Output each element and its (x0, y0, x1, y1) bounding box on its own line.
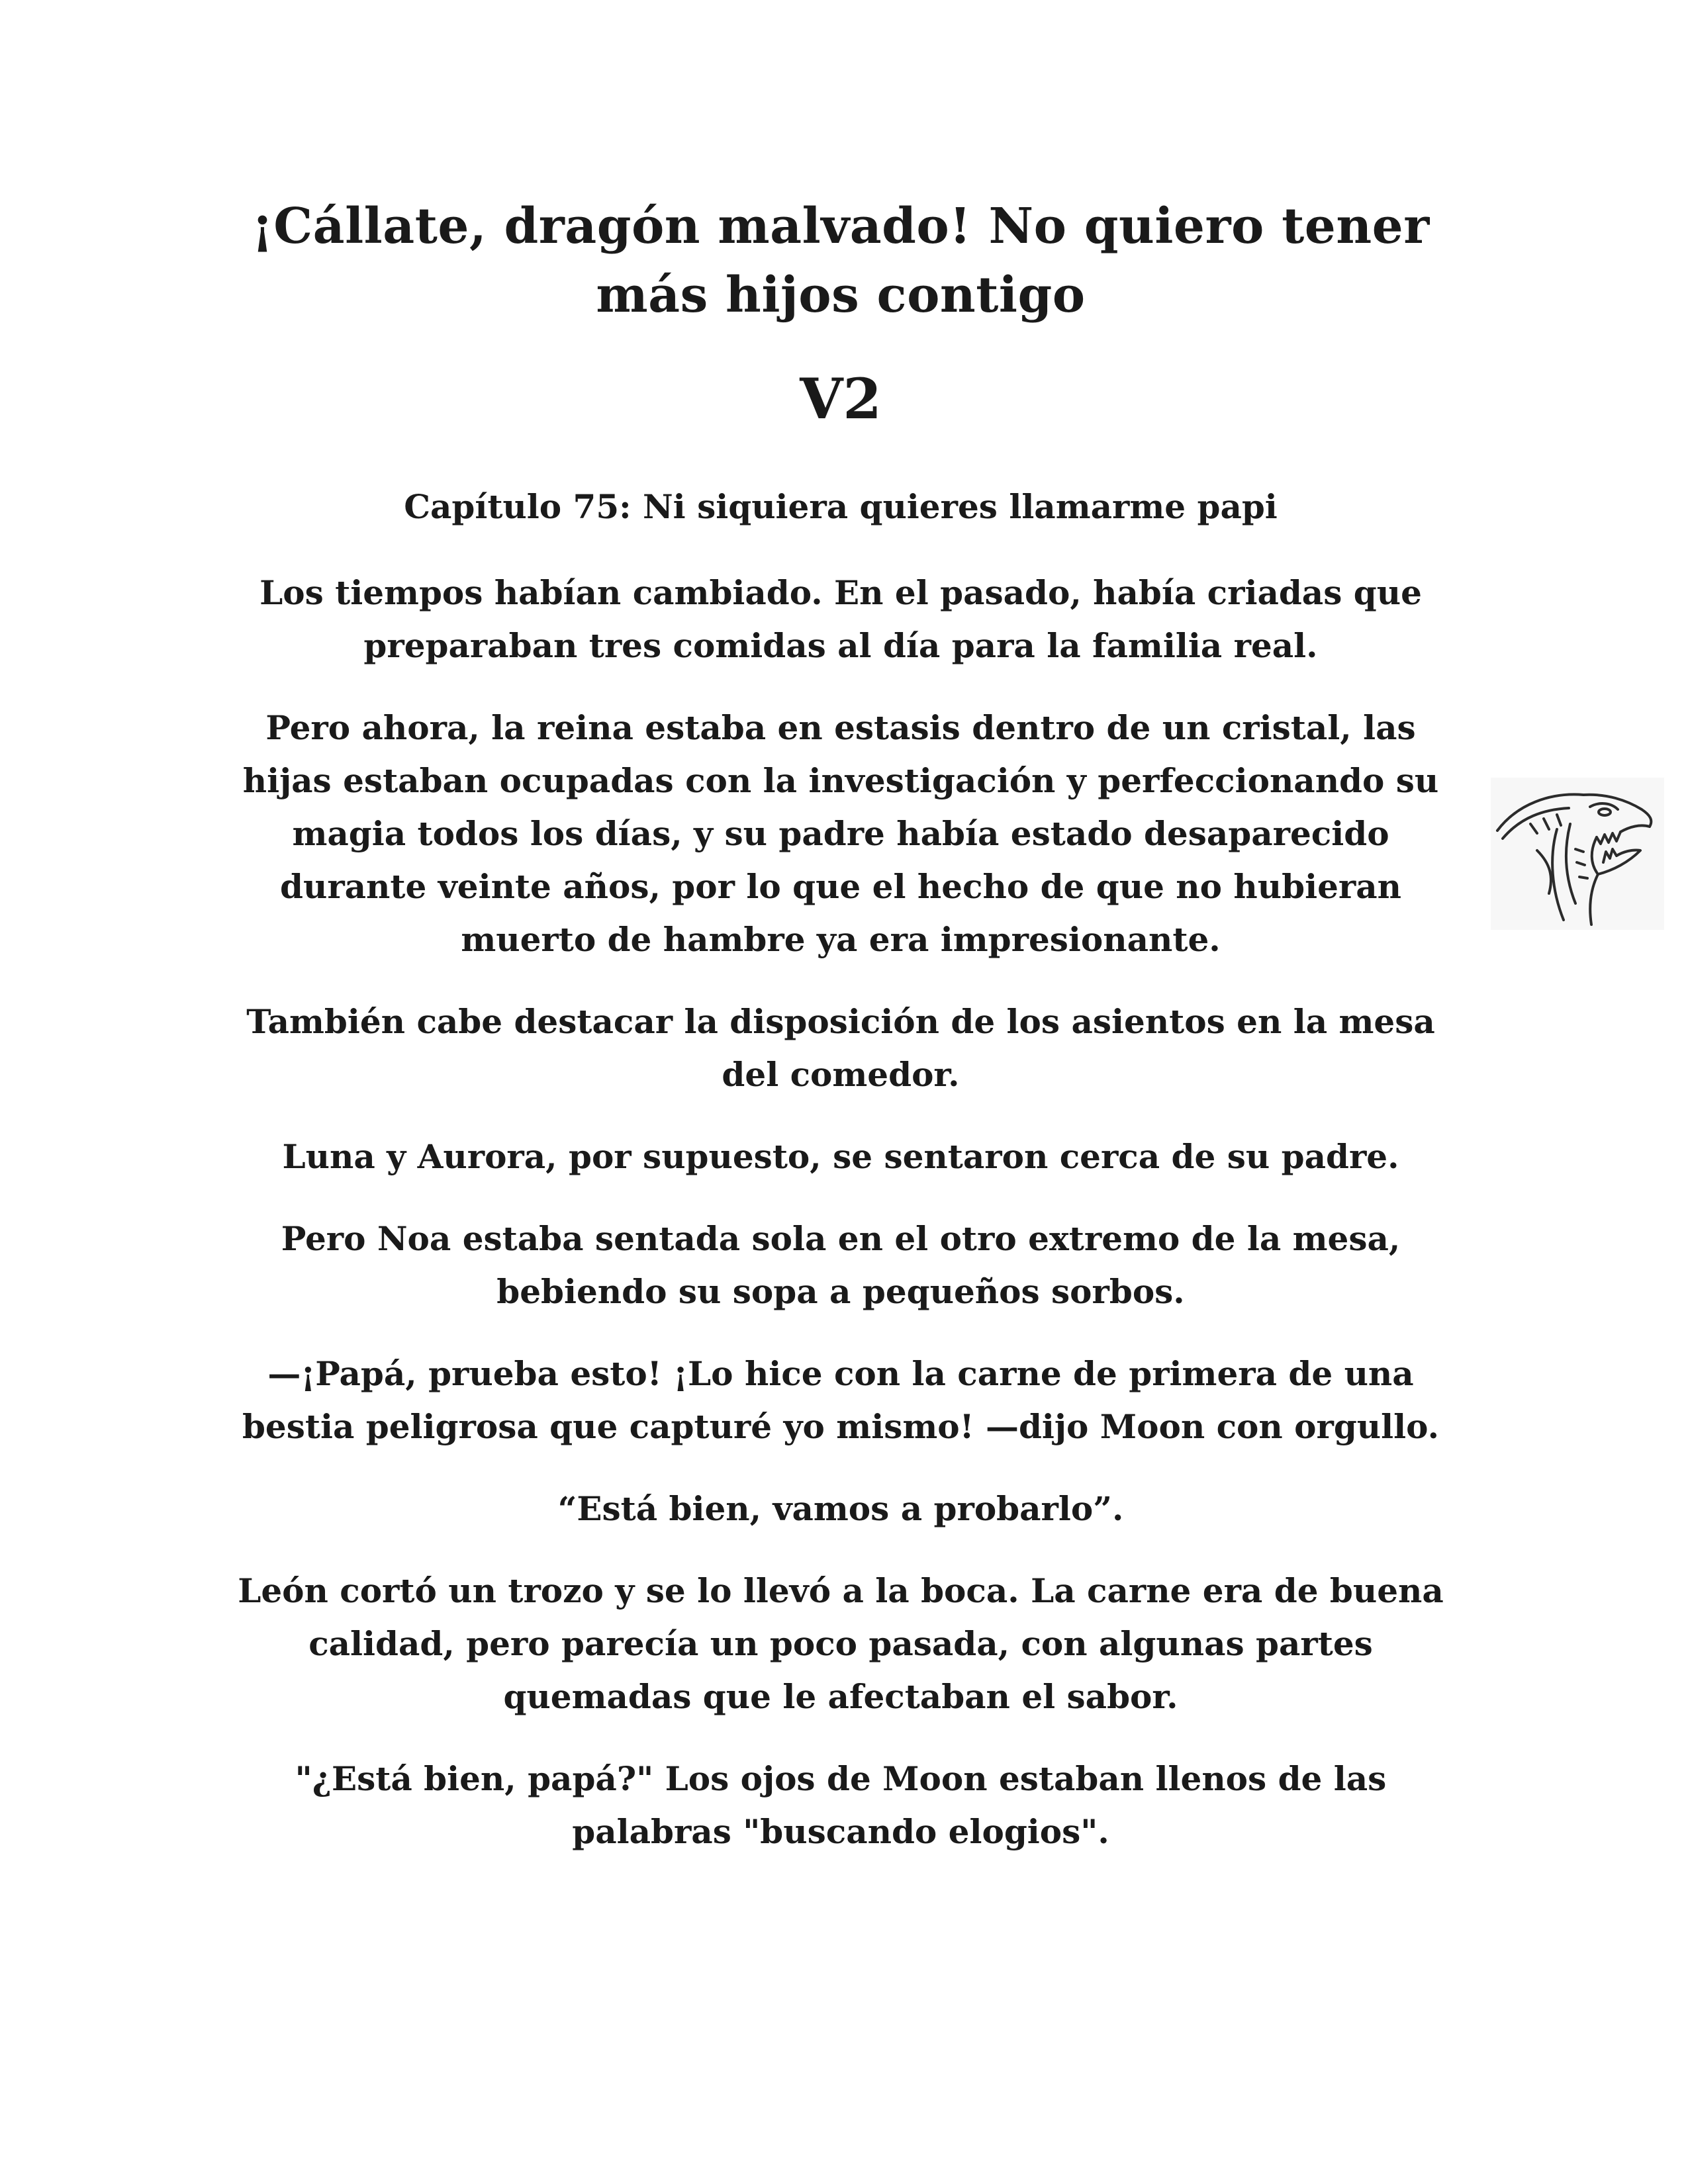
document-page (225, 192, 1456, 1858)
chapter-heading: Capítulo 75: Ni siquiera quieres llamarme papi (404, 487, 1278, 526)
paragraph: León cortó un trozo y se lo llevó a la boca. La carne era de buena calidad, pero parecía un poco pasada, con algunas partes quemadas que le afectaban el sabor. (238, 1571, 1444, 1716)
paragraph: Pero Noa estaba sentada sola en el otro extremo de la mesa, bebiendo su sopa a pequeños sorbos. (281, 1219, 1401, 1311)
paragraph: También cabe destacar la disposición de los asientos en la mesa del comedor. (246, 1002, 1435, 1094)
volume-label: V2 (800, 366, 882, 432)
dragon-head-icon (1491, 778, 1664, 930)
document-title: ¡Cállate, dragón malvado! No quiero tener más hijos contigo (252, 198, 1430, 324)
paragraph: Los tiempos habían cambiado. En el pasado, había criadas que preparaban tres comidas al día para la familia real. (259, 573, 1422, 665)
paragraph: Luna y Aurora, por supuesto, se sentaron cerca de su padre. (282, 1137, 1399, 1176)
paragraph: “Está bien, vamos a probarlo”. (557, 1489, 1124, 1528)
paragraph: "¿Está bien, papá?" Los ojos de Moon estaban llenos de las palabras "buscando elogios". (295, 1759, 1387, 1851)
paragraph: Pero ahora, la reina estaba en estasis dentro de un cristal, las hijas estaban ocupadas con la investigación y perfeccionando su magia todos los días, y su padre había estado desaparecido durante veinte años, por lo que el hecho de que no hubieran muerto de hambre ya era impresionante. (242, 708, 1439, 959)
paragraph: —¡Papá, prueba esto! ¡Lo hice con la carne de primera de una bestia peligrosa que capturé yo mismo! —dijo Moon con orgullo. (242, 1354, 1440, 1446)
